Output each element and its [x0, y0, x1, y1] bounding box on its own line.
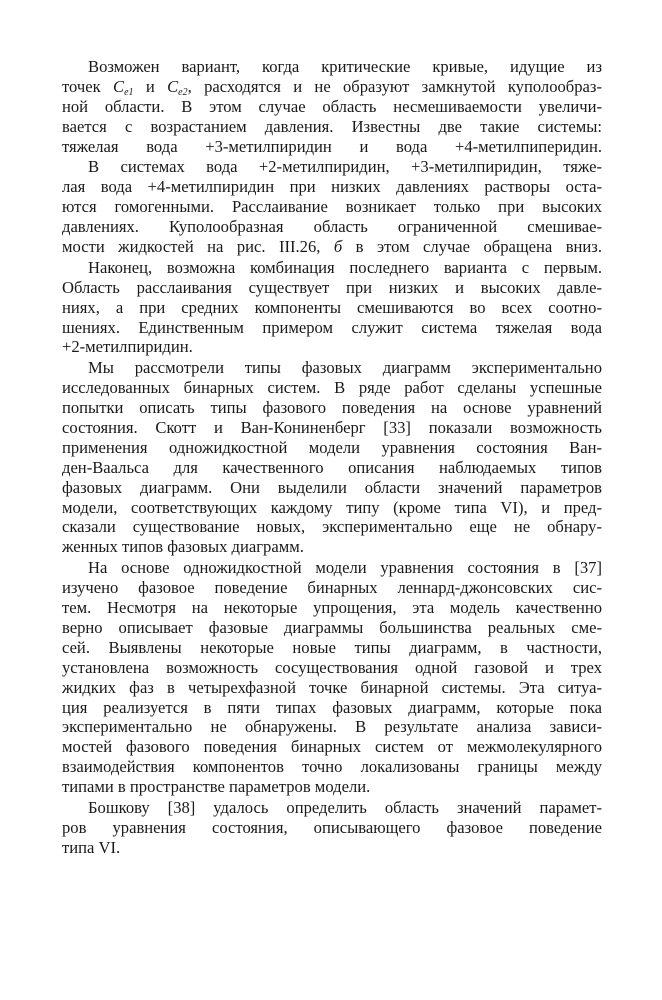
text-line: установлена возможность сосуществования одной газовой и трех: [62, 657, 602, 677]
text-line: Бошкову [38] удалось определить область значений парамет-: [88, 797, 602, 817]
paragraph-2: [62, 157, 602, 256]
text-line: ной области. В этом случае область несмешиваемости увеличи-: [62, 96, 602, 116]
text-line-last: типами в пространстве параметров модели.: [62, 777, 371, 797]
text-line: давлениях. Куполообразная область ограниченной смешивае-: [62, 217, 602, 237]
text-line: лая вода +4-метилпиридин при низких давлениях растворы оста-: [62, 177, 602, 197]
paragraph-5: [62, 558, 602, 797]
paragraph-4: [62, 358, 602, 557]
text-line: применения одножидкостной модели уравнения состояния Ван-: [62, 437, 602, 457]
text-line: модели, соответствующих каждому типу (кроме типа VI), и пред-: [62, 497, 602, 517]
line-remainder: в этом случае обращена вниз.: [355, 237, 602, 257]
critical-point-symbol: $C_{e2}$: [167, 76, 188, 98]
text-line-last: +2-метилпиридин.: [62, 337, 193, 357]
text-line: ден-Ваальса для качественного описания наблюдаемых типов: [62, 457, 602, 477]
text-line: ция реализуется в пяти типах фазовых диаграмм, которые пока: [62, 697, 602, 717]
paragraph-1: [62, 57, 602, 156]
text-line: В системах вода +2-метилпиридин, +3-метилпиридин, тяже-: [88, 157, 602, 177]
text-line: Область расслаивания существует при низких и высоких давле-: [62, 277, 602, 297]
text-line: состояния. Скотт и Ван-Кониненберг [33] показали возможность: [62, 418, 602, 438]
text-line-last: женных типов фазовых диаграмм.: [62, 537, 304, 557]
figure-ref-prefix: мости жидкостей на рис. III.26,: [62, 237, 321, 257]
text-line: экспериментально не обнаружены. В результате анализа зависи-: [62, 717, 602, 737]
text-line: изучено фазовое поведение бинарных леннард-джонсовских сис-: [62, 578, 602, 598]
text-line: тем. Несмотря на некоторые упрощения, эта модель качественно: [62, 598, 602, 618]
text-line-with-figure-ref: [62, 237, 602, 257]
text-line: Возможен вариант, когда критические кривые, идущие из: [88, 57, 602, 76]
conjunction: и: [145, 76, 155, 96]
text-line: попытки описать типы фазового поведения на основе уравнений: [62, 398, 602, 418]
text-line: На основе одножидкостной модели уравнения состояния в [37]: [88, 558, 602, 578]
text-line: исследованных бинарных систем. В ряде работ сделаны успешные: [62, 378, 602, 398]
text-line: Мы рассмотрели типы фазовых диаграмм экспериментально: [88, 358, 602, 378]
critical-point-symbol: $C_{e1}$: [113, 76, 134, 98]
text-line: взаимодействия компонентов точно локализованы границы между: [62, 757, 602, 777]
text-line: шениях. Единственным примером служит система тяжелая вода: [62, 317, 602, 337]
text-line: тяжелая вода +3-метилпиридин и вода +4-метилпиперидин.: [62, 136, 602, 156]
figure-letter: б: [333, 237, 343, 257]
text-line: Наконец, возможна комбинация последнего варианта с первым.: [88, 257, 602, 277]
text-line: верно описывает фазовые диаграммы большинства реальных сме-: [62, 617, 602, 637]
text-line-last: типа VI.: [62, 837, 121, 857]
text-line: ров уравнения состояния, описывающего фазовое поведение: [62, 817, 602, 837]
text-line: сказали существование новых, экспериментально еще не обнару-: [62, 517, 602, 537]
text-line: сей. Выявлены некоторые новые типы диаграмм, в частности,: [62, 637, 602, 657]
text-line: мостей фазового поведения бинарных систем от межмолекулярного: [62, 737, 602, 757]
text-line: ниях, а при средних компоненты смешиваются во всех соотно-: [62, 297, 602, 317]
text-line: фазовых диаграмм. Они выделили области значений параметров: [62, 477, 602, 497]
text-line: жидких фаз в четырехфазной точке бинарной системы. Эта ситуа-: [62, 677, 602, 697]
line-remainder: расходятся и не образуют замкнутой куполообраз-: [204, 76, 602, 96]
text-line: ются гомогенными. Расслаивание возникает только при высоких: [62, 197, 602, 217]
paragraph-6: [62, 798, 602, 858]
text-line: вается с возрастанием давления. Известны две такие системы:: [62, 116, 602, 136]
text-line-with-formula: точек $C_{e1}$ и $C_{e2}$, расходятся и не образуют замкнутой куполообраз-: [62, 76, 602, 98]
page-body: [62, 57, 602, 858]
paragraph-3: [62, 258, 602, 357]
point-prefix: точек: [62, 76, 101, 96]
